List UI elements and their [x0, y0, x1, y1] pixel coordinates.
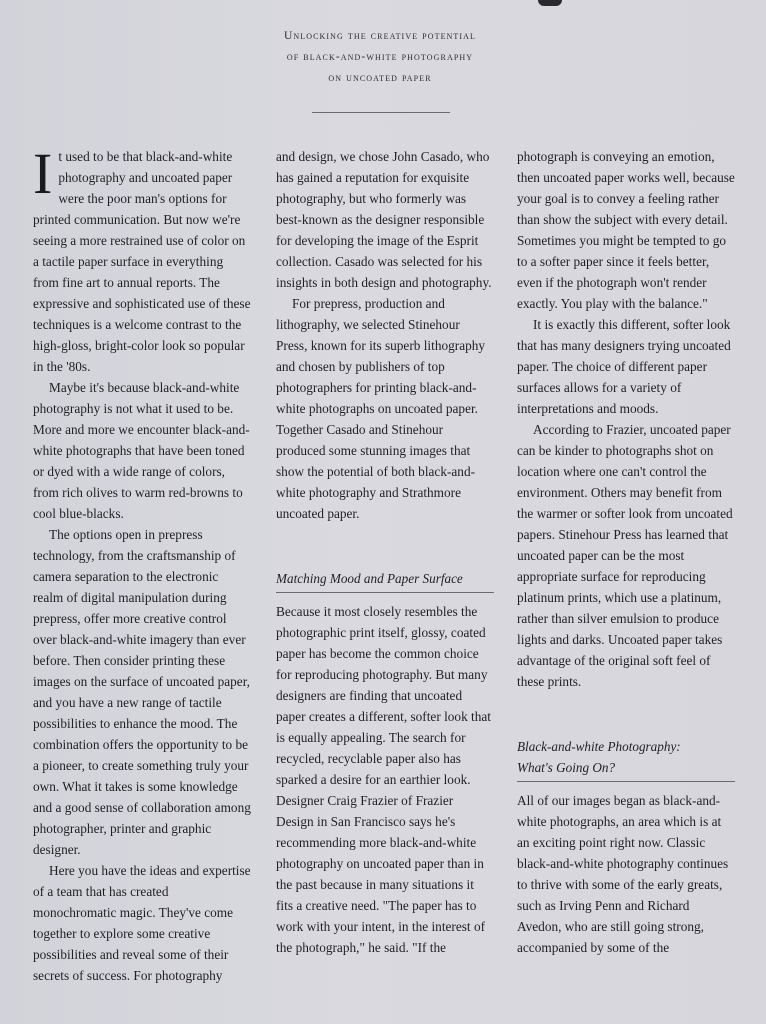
page-tab-mark: [538, 0, 562, 6]
subheading-line-2: What's Going On?: [517, 760, 616, 775]
article-heading: [230, 26, 530, 89]
paragraph: Because it most closely resembles the photographic print itself, glossy, coated paper has become the common choice for reproducing photography. But many designers are finding that uncoated paper creates a different, softer look that is equally appealing. The search for recycled, recyclable paper also has sparked a desire for an earthier look. Designer Craig Frazier of Frazier Design in San Francisco says he's recommending more black-and-white photography on uncoated paper than in the past because in many situations it fits a creative need. "The paper has to work with your intent, in the interest of the photograph," he said. "If the: [276, 604, 491, 955]
column-2: [276, 146, 494, 958]
column-1: [33, 141, 251, 986]
paragraph: According to Frazier, uncoated paper can be kinder to photographs shot on location where one can't control the environment. Others may benefit from the warmer or softer look from uncoated papers. Stinehour Press has learned that uncoated paper can be the most appropriate surface for reproducing platinum prints, which use a platinum, rather than silver emulsion to produce lights and darks. Uncoated paper takes advantage of the original soft feel of these prints.: [517, 422, 733, 689]
paragraph: The options open in prepress technology, from the craftsmanship of camera separation to the electronic realm of digital manipulation during prepress, offer more creative control over black-and-white imagery than ever before. Then consider printing these images on the surface of uncoated paper, and you have a new range of tactile possibilities to enhance the mood. The combination offers the opportunity to be a pioneer, to create something truly your own. What it takes is some knowledge and a good sense of collaboration among photographer, printer and graphic designer.: [33, 527, 251, 857]
paragraph: Maybe it's because black-and-white photography is not what it used to be. More and more we encounter black-and-white photographs that have been toned or dyed with a wide range of colors, from rich olives to warm red-browns to cool blue-blacks.: [33, 380, 250, 521]
paragraph: photograph is conveying an emotion, then uncoated paper works well, because your goal is to convey a feeling rather than show the subject with every detail. Sometimes you might be tempted to go to a softer paper since it feels better, even if the photograph won't render exactly. You play with the balance.": [517, 149, 735, 311]
heading-line-1: Unlocking the creative potential: [283, 30, 477, 42]
drop-cap: I: [33, 141, 53, 206]
subheading-line-1: Black-and-white Photography:: [517, 739, 681, 754]
paragraph: All of our images began as black-and-white photographs, an area which is at an exciting point right now. Classic black-and-white photography continues to thrive with some of the early greats, such as Irving Penn and Richard Avedon, who are still going strong, accompanied by some of the: [517, 793, 729, 955]
column-3: [517, 146, 735, 958]
paragraph: and design, we chose John Casado, who has gained a reputation for exquisite photography, but who formerly was best-known as the designer responsible for developing the image of the Esprit collection. Casado was selected for his insights in both design and photography.: [276, 149, 492, 290]
intro-paragraph: [33, 141, 251, 377]
heading-line-2: of black-and-white photography: [286, 51, 474, 63]
heading-divider: [312, 112, 450, 113]
section-subheading: [517, 736, 735, 782]
paragraph: Here you have the ideas and expertise of a team that has created monochromatic magic. They've come together to explore some creative possibilities and reveal some of their secrets of success. For photography: [33, 863, 251, 983]
intro-text: t used to be that black-and-white photography and uncoated paper were the poor man's options for printed communication. But now we're seeing a more restrained use of color on a tactile paper surface in everything from fine art to annual reports. The expressive and sophisticated use of these techniques is a welcome contrast to the high-gloss, bright-color look so popular in the '80s.: [33, 149, 251, 374]
paragraph: For prepress, production and lithography, we selected Stinehour Press, known for its superb lithography and chosen by publishers of top photographers for printing black-and-white photographs on uncoated paper. Together Casado and Stinehour produced some stunning images that show the potential of both black-and-white photography and Strathmore uncoated paper.: [276, 296, 486, 521]
paragraph: It is exactly this different, softer look that has many designers trying uncoated paper. The choice of different paper surfaces allows for a variety of interpretations and moods.: [517, 317, 731, 416]
section-subheading: Matching Mood and Paper Surface: [276, 568, 494, 593]
heading-line-3: on uncoated paper: [328, 72, 432, 84]
